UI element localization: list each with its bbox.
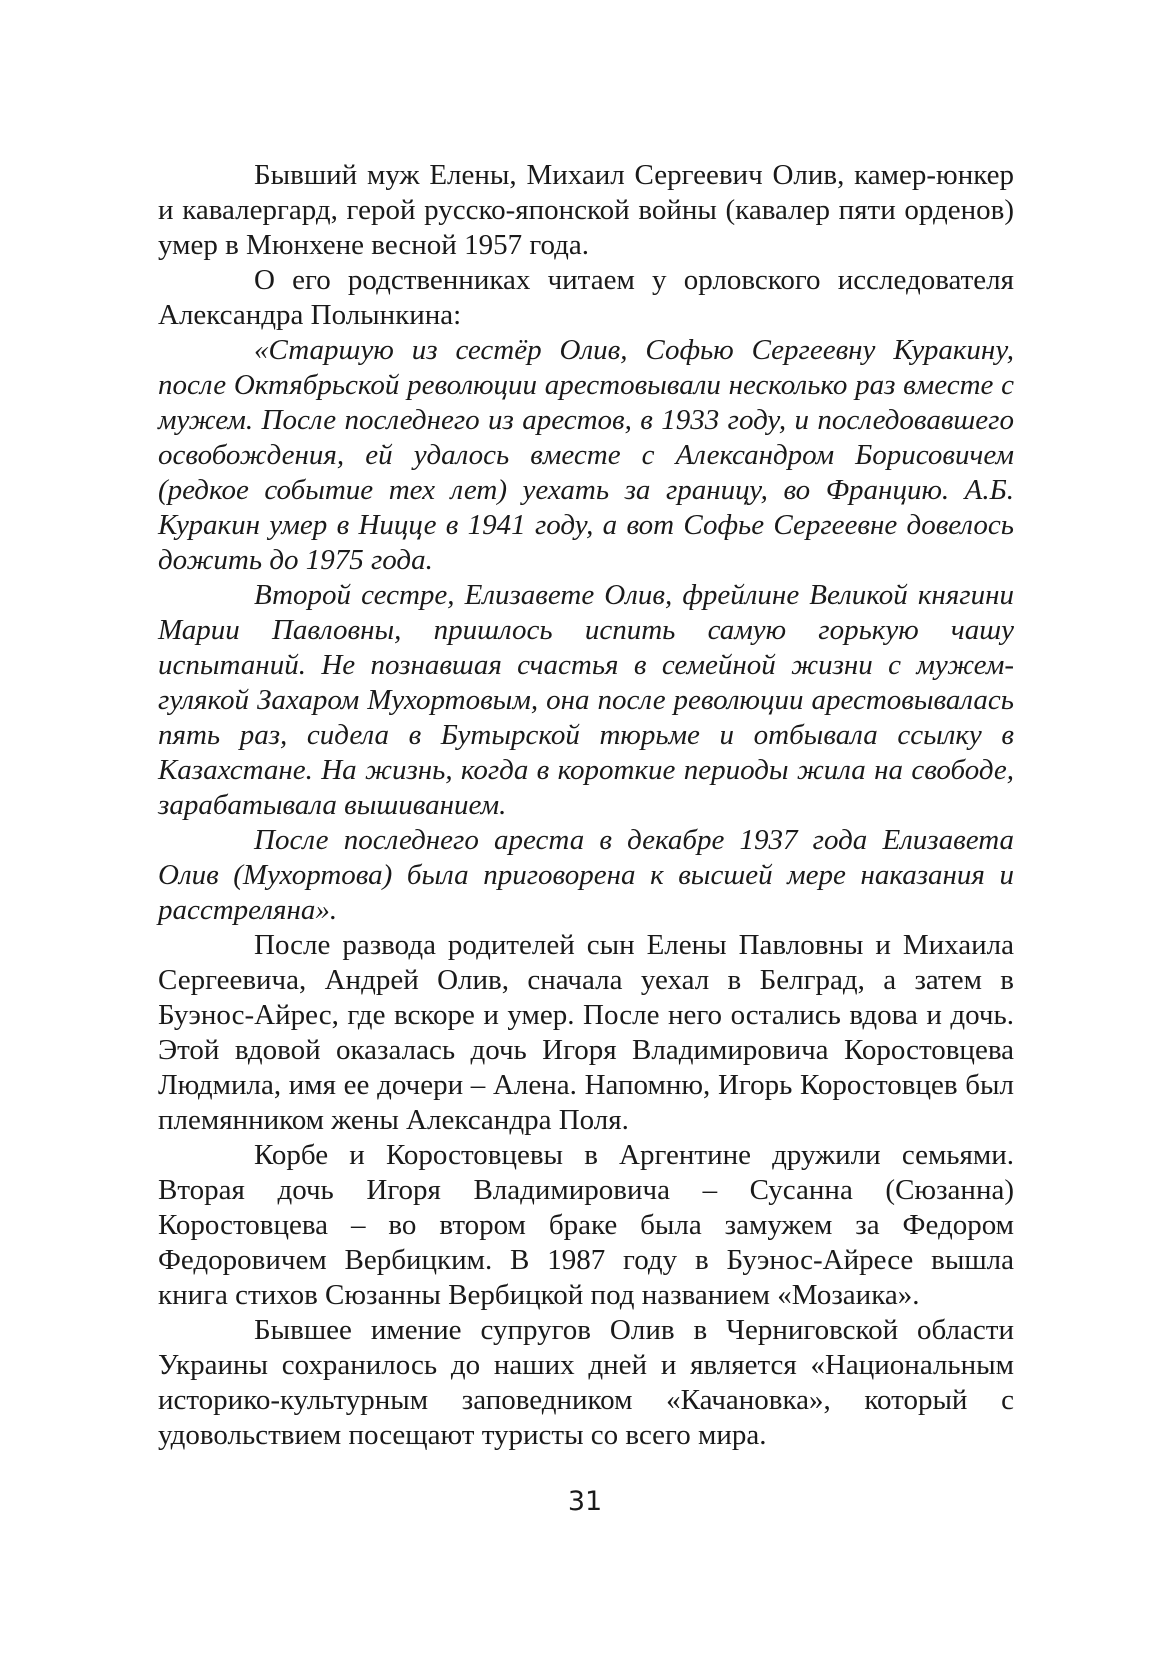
quote-paragraph-arrest: После последнего ареста в декабре 1937 года Елизавета Олив (Мухортова) была приговорена к высшей мере наказания и расстреляна». — [158, 824, 1014, 926]
paragraph-korbe-korostovtsev: Корбе и Коростовцевы в Аргентине дружили семьями. Вторая дочь Игоря Владимировича – Сусанна (Сюзанна) Коростовцева – во втором браке была замужем за Федором Федоровичем Вербицким. В 1987 году в Буэнос-Айресе вышла книга стихов Сюзанны Вербицкой под названием «Мозаика». — [158, 1139, 1014, 1311]
paragraph-relatives-intro: О его родственниках читаем у орловского исследователя Александра Полынкина: — [158, 264, 1014, 331]
quote-paragraph-sofia: «Старшую из сестёр Олив, Софью Сергеевну Куракину, после Октябрьской революции арестовывали несколько раз вместе с мужем. После последнего из арестов, в 1933 году, и последовавшего освобождения, ей удалось вместе с Александром Борисовичем (редкое событие тех лет) уехать за границу, во Францию. А.Б. Куракин умер в Ницце в 1941 году, а вот Софье Сергеевне довелось дожить до 1975 года. — [158, 334, 1014, 576]
page-body — [158, 158, 1014, 1453]
paragraph-estate: Бывшее имение супругов Олив в Черниговской области Украины сохранилось до наших дней и является «Национальным историко-культурным заповедником «Качановка», который с удовольствием посещают туристы со всего мира. — [158, 1314, 1014, 1451]
page-number: 31 — [567, 1486, 603, 1517]
paragraph-andrey: После развода родителей сын Елены Павловны и Михаила Сергеевича, Андрей Олив, сначала уехал в Белград, а затем в Буэнос-Айрес, где вскоре и умер. После него остались вдова и дочь. Этой вдовой оказалась дочь Игоря Владимировича Коростовцева Людмила, имя ее дочери – Алена. Напомню, Игорь Коростовцев был племянником жены Александра Поля. — [158, 929, 1014, 1136]
paragraph-former-husband: Бывший муж Елены, Михаил Сергеевич Олив, камер-юнкер и кавалергард, герой русско-японской войны (кавалер пяти орденов) умер в Мюнхене весной 1957 года. — [158, 159, 1014, 261]
quote-paragraph-elizaveta: Второй сестре, Елизавете Олив, фрейлине Великой княгини Марии Павловны, пришлось испить самую горькую чашу испытаний. Не познавшая счастья в семейной жизни с мужем-гулякой Захаром Мухортовым, она после революции арестовывалась пять раз, сидела в Бутырской тюрьме и отбывала ссылку в Казахстане. На жизнь, когда в короткие периоды жила на свободе, зарабатывала вышиванием. — [158, 579, 1014, 821]
